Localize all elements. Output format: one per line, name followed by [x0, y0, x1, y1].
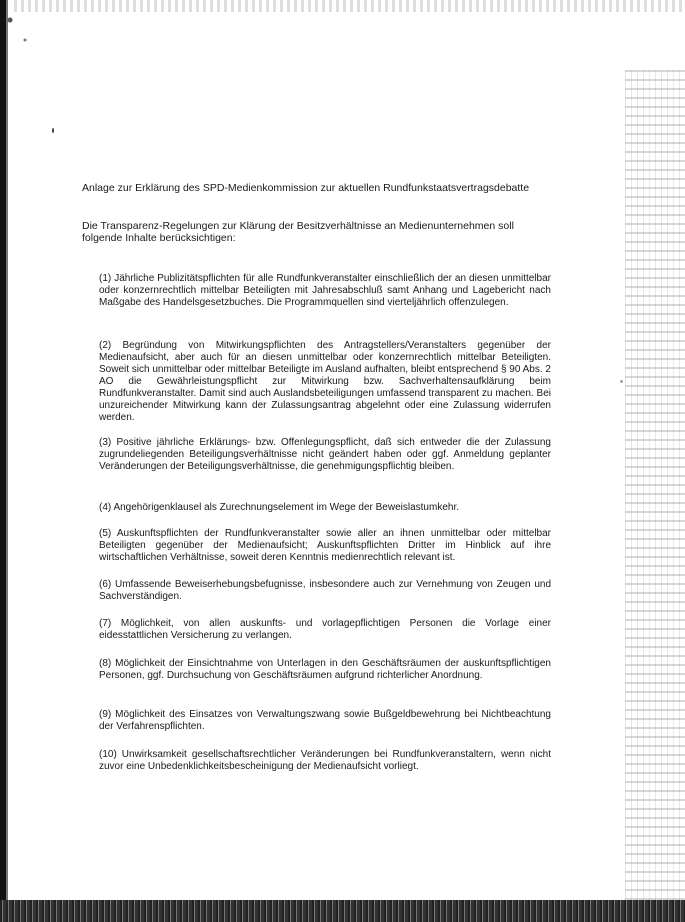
provision-item: (1) Jährliche Publizitätspflichten für alle Rundfunkveranstalter einschließlich der an diesen unmittelbar oder konzernrechtlich mittelbar Beteiligten mit Jahresabschluß samt Anhang und Lagebericht nach Maßgabe des Handelsgesetzbuches. Die Programmquellen sind vierteljährlich offenzulegen. — [99, 272, 551, 308]
scan-speck — [52, 128, 54, 133]
document-intro: Die Transparenz-Regelungen zur Klärung der Besitzverhältnisse an Medienunternehmen soll folgende Inhalte berücksichtigen: — [82, 219, 514, 244]
scan-edge-right — [625, 70, 685, 900]
document-page — [82, 182, 552, 772]
scan-edge-top — [0, 0, 685, 12]
provision-item: (6) Umfassende Beweiserhebungsbefugnisse, insbesondere auch zur Vernehmung von Zeugen und Sachverständigen. — [99, 578, 551, 602]
provision-item: (4) Angehörigenklausel als Zurechnungselement im Wege der Beweislastumkehr. — [99, 501, 460, 513]
provision-item: (9) Möglichkeit des Einsatzes von Verwaltungszwang sowie Bußgeldbewehrung bei Nichtbeachtung der Verfahrenspflichten. — [99, 708, 551, 732]
document-heading: Anlage zur Erklärung des SPD-Medienkommission zur aktuellen Rundfunkstaatsvertragsdebatte — [82, 182, 530, 194]
provision-item: (8) Möglichkeit der Einsichtnahme von Unterlagen in den Geschäftsräumen der auskunftspflichtigen Personen, ggf. Durchsuchung von Geschäftsräumen aufgrund richterlicher Anordnung. — [99, 657, 551, 681]
scan-speck — [620, 380, 623, 383]
provision-item: (10) Unwirksamkeit gesellschaftsrechtlicher Veränderungen bei Rundfunkveranstaltern, wenn nicht zuvor eine Unbedenklichkeitsbescheinigung der Medienaufsicht vorliegt. — [99, 748, 551, 772]
provision-item: (7) Möglichkeit, von allen auskunfts- und vorlagepflichtigen Personen die Vorlage einer eidesstattlichen Versicherung zu verlangen. — [99, 617, 551, 641]
scan-edge-bottom — [0, 900, 685, 922]
scan-noise-top-left — [0, 0, 40, 60]
provision-item: (3) Positive jährliche Erklärungs- bzw. Offenlegungspflicht, daß sich entweder die der Zulassung zugrundeliegenden Beteiligungsverhältnisse nicht geändert haben oder ggf. Anmeldung geplanter Veränderungen der Beteiligungsverhältnisse, die genehmigungspflichtig bleiben. — [99, 436, 551, 472]
scan-edge-left — [0, 0, 10, 922]
provision-item: (5) Auskunftspflichten der Rundfunkveranstalter sowie aller an ihnen unmittelbar oder mittelbar Beteiligten gegenüber der Medienaufsicht; Auskunftspflichten Dritter im Hinblick auf ihre wirtschaftlichen Verhältnisse, soweit deren Kenntnis medienrechtlich relevant ist. — [99, 527, 551, 563]
provision-item: (2) Begründung von Mitwirkungspflichten des Antragstellers/Veranstalters gegenüber der Medienaufsicht, aber auch für an diesen unmittelbar oder konzernrechtlich mittelbar Beteiligten. Soweit sich unmittelbar oder mittelbar Beteiligte im Ausland aufhalten, bleibt entsprechend § 90 Abs. 2 AO die Gewährleistungspflicht zur Mitwirkung bzw. Sachverhaltensaufklärung beim Rundfunkveranstalter. Damit sind auch Auslandsbeteiligungen umfassend transparent zu machen. Bei unzureichender Mitwirkung kann der Zulassungsantrag abgelehnt oder eine Zulassung widerrufen werden. — [99, 339, 551, 423]
